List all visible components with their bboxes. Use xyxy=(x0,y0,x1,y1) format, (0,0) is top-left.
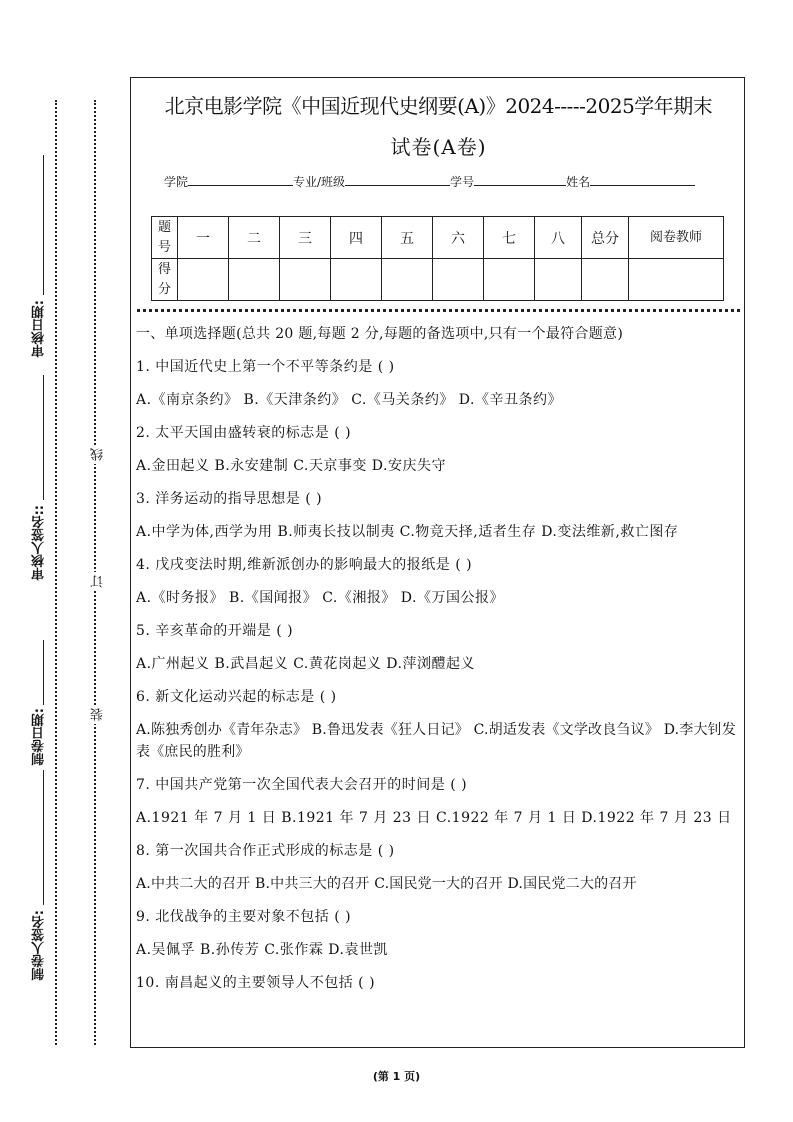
score-cell-1[interactable] xyxy=(178,259,229,301)
score-cell-8[interactable] xyxy=(535,259,582,301)
col-header-2: 二 xyxy=(229,217,280,259)
name-field[interactable] xyxy=(590,173,695,186)
question-5: 5. 辛亥革命的开端是 ( ) xyxy=(136,623,294,639)
major-label: 专业/班级 xyxy=(293,175,346,189)
col-header-5: 五 xyxy=(382,217,433,259)
college-field[interactable] xyxy=(188,173,293,186)
reviewer-sign-blank xyxy=(43,375,44,500)
col-header-7: 七 xyxy=(484,217,535,259)
college-label: 学院 xyxy=(164,175,189,189)
options-6: A.陈独秀创办《青年杂志》 B.鲁迅发表《狂人日记》 C.胡适发表《文学改良刍议》 D.李大钊发表《庶民的胜利》 xyxy=(136,722,737,760)
score-cell-4[interactable] xyxy=(331,259,382,301)
options-1: A.《南京条约》 B.《天津条约》 C.《马关条约》 D.《辛丑条约》 xyxy=(136,392,562,408)
col-header-6: 六 xyxy=(433,217,484,259)
options-2: A.金田起义 B.永安建制 C.天京事变 D.安庆失守 xyxy=(136,458,446,474)
options-9: A.吴佩孚 B.孙传芳 C.张作霖 D.袁世凯 xyxy=(136,942,388,958)
question-1: 1. 中国近代史上第一个不平等条约是 ( ) xyxy=(136,359,395,375)
student-info-row xyxy=(164,173,695,190)
score-cell-6[interactable] xyxy=(433,259,484,301)
question-8: 8. 第一次国共合作正式形成的标志是 ( ) xyxy=(136,843,395,859)
options-3: A.中学为体,西学为用 B.师夷长技以制夷 C.物竞天择,适者生存 D.变法维新,救亡图存 xyxy=(136,524,679,540)
review-date-label: 审核日期: xyxy=(32,300,47,358)
binding-char-line: 线 xyxy=(89,445,108,464)
maker-sign-blank xyxy=(43,770,44,905)
question-7: 7. 中国共产党第一次全国代表大会召开的时间是 ( ) xyxy=(136,777,468,793)
binding-char-ding: 订 xyxy=(89,572,108,591)
col-header-8: 八 xyxy=(535,217,582,259)
question-no-header: 题号 xyxy=(152,217,178,259)
question-2: 2. 太平天国由盛转衰的标志是 ( ) xyxy=(136,425,352,441)
section-heading: 一、单项选择题(总共 20 题,每题 2 分,每题的备选项中,只有一个最符合题意) xyxy=(136,326,624,342)
col-header-grader: 阅卷教师 xyxy=(629,217,724,259)
question-6: 6. 新文化运动兴起的标志是 ( ) xyxy=(136,689,337,705)
student-id-label: 学号 xyxy=(450,175,475,189)
score-cell-total[interactable] xyxy=(582,259,629,301)
binding-char-zhuang: 装 xyxy=(89,705,108,724)
make-date-blank xyxy=(43,640,44,705)
review-date-blank xyxy=(43,155,44,295)
section-separator xyxy=(137,309,740,312)
options-7: A.1921 年 7 月 1 日 B.1921 年 7 月 23 日 C.1922 年 7 月 1 日 D.1922 年 7 月 23 日 xyxy=(136,810,732,826)
score-row-header: 得分 xyxy=(152,259,178,301)
question-section xyxy=(136,323,742,1005)
make-date-label: 制卷日期: xyxy=(32,708,47,766)
score-table xyxy=(151,216,724,301)
col-header-3: 三 xyxy=(280,217,331,259)
options-5: A.广州起义 B.武昌起义 C.黄花岗起义 D.萍浏醴起义 xyxy=(136,656,475,672)
col-header-4: 四 xyxy=(331,217,382,259)
col-header-total: 总分 xyxy=(582,217,629,259)
score-cell-3[interactable] xyxy=(280,259,331,301)
student-id-field[interactable] xyxy=(474,173,566,186)
question-3: 3. 洋务运动的指导思想是 ( ) xyxy=(136,491,323,507)
options-4: A.《时务报》 B.《国闻报》 C.《湘报》 D.《万国公报》 xyxy=(136,590,504,606)
score-cell-5[interactable] xyxy=(382,259,433,301)
score-cell-grader[interactable] xyxy=(629,259,724,301)
name-label: 姓名 xyxy=(566,175,591,189)
question-10: 10. 南昌起义的主要领导人不包括 ( ) xyxy=(136,975,376,991)
col-header-1: 一 xyxy=(178,217,229,259)
page-subtitle: 试卷(A卷) xyxy=(390,135,487,159)
exam-frame xyxy=(130,77,745,1048)
reviewer-sign-label: 审核人签名:: xyxy=(32,505,47,581)
question-4: 4. 戊戌变法时期,维新派创办的影响最大的报纸是 ( ) xyxy=(136,557,473,573)
score-cell-7[interactable] xyxy=(484,259,535,301)
left-dotted-line xyxy=(55,100,57,1045)
score-cell-2[interactable] xyxy=(229,259,280,301)
question-9: 9. 北伐战争的主要对象不包括 ( ) xyxy=(136,909,352,925)
options-8: A.中共二大的召开 B.中共三大的召开 C.国民党一大的召开 D.国民党二大的召开 xyxy=(136,876,637,892)
page-title: 北京电影学院《中国近现代史纲要(A)》2024-----2025学年期末 xyxy=(164,94,713,118)
page-number: (第 1 页) xyxy=(372,1070,421,1083)
major-field[interactable] xyxy=(345,173,450,186)
maker-sign-label: 制卷人签名: xyxy=(32,910,47,981)
